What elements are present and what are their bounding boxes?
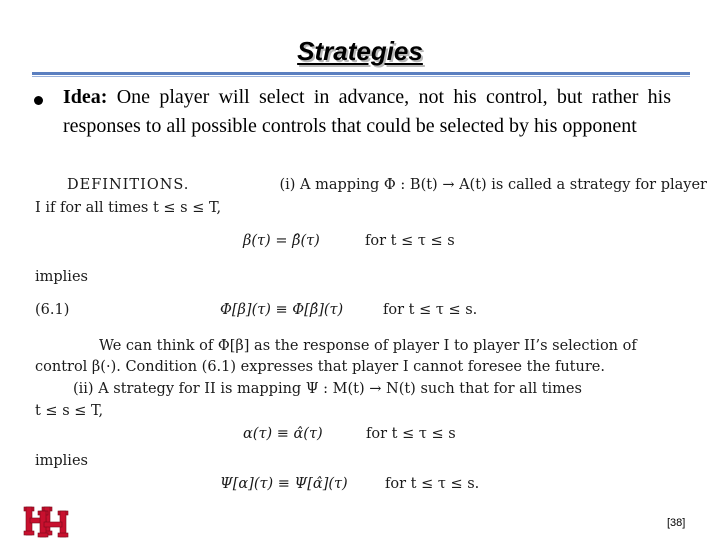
equation-4: Ψ[α](τ) ≡ Ψ[α̂](τ) — [220, 476, 348, 492]
equation-3-condition: for t ≤ τ ≤ s — [366, 426, 456, 442]
equation-1-condition: for t ≤ τ ≤ s — [365, 233, 455, 249]
equation-2: Φ[β](τ) ≡ Φ[β̂](τ) — [220, 302, 344, 318]
title-divider — [32, 72, 690, 75]
equation-number: (6.1) — [35, 302, 70, 318]
definitions-heading: DEFINITIONS. — [67, 177, 190, 193]
implies-label-1: implies — [35, 269, 88, 285]
equation-2-condition: for t ≤ τ ≤ s. — [383, 302, 478, 318]
equation-1: β(τ) = β̂(τ) — [243, 233, 320, 249]
implies-label-2: implies — [35, 453, 88, 469]
remark-text1: We can think of Φ[β] as the response of player I to player II’s selection of — [99, 338, 637, 354]
idea-paragraph — [63, 83, 671, 141]
bullet-icon — [34, 96, 43, 105]
equation-3: α(τ) ≡ α̂(τ) — [243, 426, 323, 442]
definition-i-text1: (i) A mapping Φ : B(t) → A(t) is called a strategy for player — [279, 177, 707, 193]
remark-line1 — [99, 338, 707, 354]
remark-line2: control β(·). Condition (6.1) expresses that player I cannot foresee the future. — [35, 359, 605, 375]
definition-i-line2: I if for all times t ≤ s ≤ T, — [35, 200, 222, 216]
idea-text: One player will select in advance, not his control, but rather his responses to all possible controls that could be selected by his opponent — [63, 86, 671, 137]
slide-title: Strategies — [297, 36, 423, 66]
uh-logo-icon — [22, 505, 70, 539]
title-divider-shadow — [32, 76, 690, 77]
page-number: [38] — [667, 517, 686, 529]
definition-ii-line1: (ii) A strategy for II is mapping Ψ : M(t) → N(t) such that for all times — [73, 381, 582, 397]
definition-ii-line2: t ≤ s ≤ T, — [35, 403, 104, 419]
idea-label: Idea: — [63, 86, 108, 108]
equation-4-condition: for t ≤ τ ≤ s. — [385, 476, 480, 492]
definition-i-line1 — [67, 177, 707, 193]
